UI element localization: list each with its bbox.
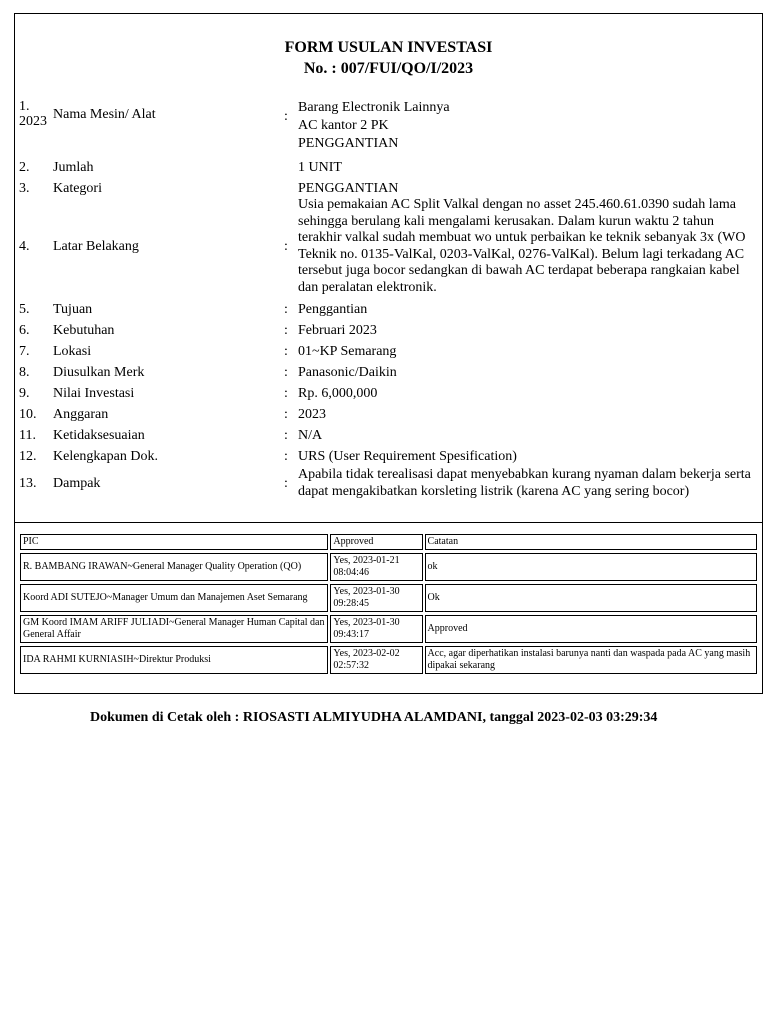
field-row-quantity bbox=[19, 159, 759, 176]
form-frame bbox=[14, 13, 763, 694]
field-row-location bbox=[19, 343, 759, 360]
field-number: 2. bbox=[19, 160, 30, 175]
field-colon: : bbox=[284, 428, 288, 443]
field-value: URS (User Requirement Spesification) bbox=[298, 449, 517, 464]
header-notes: Catatan bbox=[425, 534, 757, 550]
cell-notes: Acc, agar diperhatikan instalasi barunya nanti dan waspada pada AC yang masih dipakai sekarang bbox=[425, 646, 757, 674]
field-colon: : bbox=[284, 449, 288, 464]
field-number: 10. bbox=[19, 407, 37, 422]
field-colon: : bbox=[284, 109, 288, 124]
field-value: 01~KP Semarang bbox=[298, 344, 397, 359]
field-colon: : bbox=[284, 365, 288, 380]
field-label: Ketidaksesuaian bbox=[53, 428, 145, 443]
field-colon: : bbox=[284, 302, 288, 317]
field-row-category bbox=[19, 180, 759, 197]
field-value: Panasonic/Daikin bbox=[298, 365, 397, 380]
field-number: 5. bbox=[19, 302, 30, 317]
field-value: Februari 2023 bbox=[298, 323, 377, 338]
field-colon bbox=[284, 159, 298, 176]
field-row-need bbox=[19, 322, 759, 339]
cell-notes: Approved bbox=[425, 615, 757, 643]
field-colon: : bbox=[284, 386, 288, 401]
field-value: PENGGANTIAN bbox=[298, 181, 399, 196]
field-value: Penggantian bbox=[298, 302, 368, 317]
form-title: FORM USULAN INVESTASI bbox=[284, 39, 493, 56]
cell-pic: IDA RAHMI KURNIASIH~Direktur Produksi bbox=[20, 646, 328, 674]
field-number: 7. bbox=[19, 344, 30, 359]
field-label: Anggaran bbox=[53, 407, 109, 422]
field-number: 3. bbox=[19, 181, 30, 196]
print-footer: Dokumen di Cetak oleh : RIOSASTI ALMIYUDHA ALAMDANI, tanggal 2023-02-03 03:29:34 bbox=[90, 710, 658, 725]
table-row bbox=[20, 553, 757, 581]
field-number: 4. bbox=[19, 239, 30, 254]
field-label: Kebutuhan bbox=[53, 323, 115, 338]
table-header-row bbox=[20, 534, 757, 550]
field-value: Barang Electronik Lainnya AC kantor 2 PK PENGGANTIAN bbox=[298, 100, 450, 151]
cell-approved: Yes, 2023-01-30 09:28:45 bbox=[330, 584, 422, 612]
table-row bbox=[20, 615, 757, 643]
field-number: 12. bbox=[19, 449, 37, 464]
cell-pic: R. BAMBANG IRAWAN~General Manager Quality Operation (QO) bbox=[20, 553, 328, 581]
field-label: Nilai Investasi bbox=[53, 386, 135, 401]
field-label: Latar Belakang bbox=[53, 239, 139, 254]
section-divider bbox=[15, 522, 762, 523]
field-value: 2023 bbox=[298, 407, 326, 422]
field-colon bbox=[284, 180, 298, 197]
field-row-background bbox=[19, 197, 759, 296]
table-row bbox=[20, 584, 757, 612]
table-row bbox=[20, 646, 757, 674]
field-value: Rp. 6,000,000 bbox=[298, 386, 378, 401]
field-label: Dampak bbox=[53, 475, 101, 491]
cell-approved: Yes, 2023-02-02 02:57:32 bbox=[330, 646, 422, 674]
field-label: Tujuan bbox=[53, 302, 93, 317]
fields-list bbox=[19, 99, 759, 500]
field-value: Apabila tidak terealisasi dapat menyebabkan kurang nyaman dalam bekerja serta dapat mengakibatkan korsleting listrik (karena AC yang sering bocor) bbox=[298, 467, 751, 499]
cell-notes: ok bbox=[425, 553, 757, 581]
cell-approved: Yes, 2023-01-21 08:04:46 bbox=[330, 553, 422, 581]
field-value: N/A bbox=[298, 428, 323, 443]
field-row-investment-value bbox=[19, 385, 759, 402]
field-number: 6. bbox=[19, 323, 30, 338]
cell-pic: Koord ADI SUTEJO~Manager Umum dan Manajemen Aset Semarang bbox=[20, 584, 328, 612]
field-row-budget bbox=[19, 406, 759, 423]
field-number: 13. bbox=[19, 475, 37, 491]
field-label: Kategori bbox=[53, 181, 102, 196]
field-label: Jumlah bbox=[53, 160, 94, 175]
header-approved: Approved bbox=[330, 534, 422, 550]
field-row-documents bbox=[19, 448, 759, 465]
cell-notes: Ok bbox=[425, 584, 757, 612]
field-label: Diusulkan Merk bbox=[53, 365, 145, 380]
field-colon: : bbox=[284, 239, 288, 254]
field-value: Usia pemakaian AC Split Valkal dengan no asset 245.460.61.0390 sudah lama sehingga berulang kali mengalami kerusakan. Dalam kurun waktu 2 tahun terakhir valkal sudah membuat wo untuk perbaikan ke teknik sebanyak 3x (WO Teknik no. 0135-ValKal, 0203-ValKal, 0276-ValKal). Belum lagi terkadang AC tersebut juga bocor sedangkan di bawah AC terdapat beberapa rangkaian kabel dan peralatan elektronik. bbox=[298, 197, 746, 295]
cell-approved: Yes, 2023-01-30 09:43:17 bbox=[330, 615, 422, 643]
form-number: No. : 007/FUI/QO/I/2023 bbox=[303, 60, 474, 77]
field-colon: : bbox=[284, 344, 288, 359]
approval-table bbox=[18, 531, 759, 677]
field-label: Lokasi bbox=[53, 344, 92, 359]
field-number: 9. bbox=[19, 386, 30, 401]
field-row-impact bbox=[19, 466, 759, 500]
field-value: 1 UNIT bbox=[298, 160, 342, 175]
field-row-nonconformity bbox=[19, 427, 759, 444]
cell-pic: GM Koord IMAM ARIFF JULIADI~General Manager Human Capital dan General Affair bbox=[20, 615, 328, 643]
field-row-brand bbox=[19, 364, 759, 381]
field-number: 1. 2023 bbox=[19, 99, 47, 129]
field-number: 11. bbox=[19, 428, 36, 443]
field-number: 8. bbox=[19, 365, 30, 380]
field-label: Kelengkapan Dok. bbox=[53, 449, 158, 464]
field-colon: : bbox=[284, 323, 288, 338]
field-row-purpose bbox=[19, 301, 759, 318]
field-colon: : bbox=[284, 475, 288, 491]
field-row-machine bbox=[19, 99, 759, 153]
header-pic: PIC bbox=[20, 534, 328, 550]
field-colon: : bbox=[284, 407, 288, 422]
field-label: Nama Mesin/ Alat bbox=[53, 107, 156, 122]
